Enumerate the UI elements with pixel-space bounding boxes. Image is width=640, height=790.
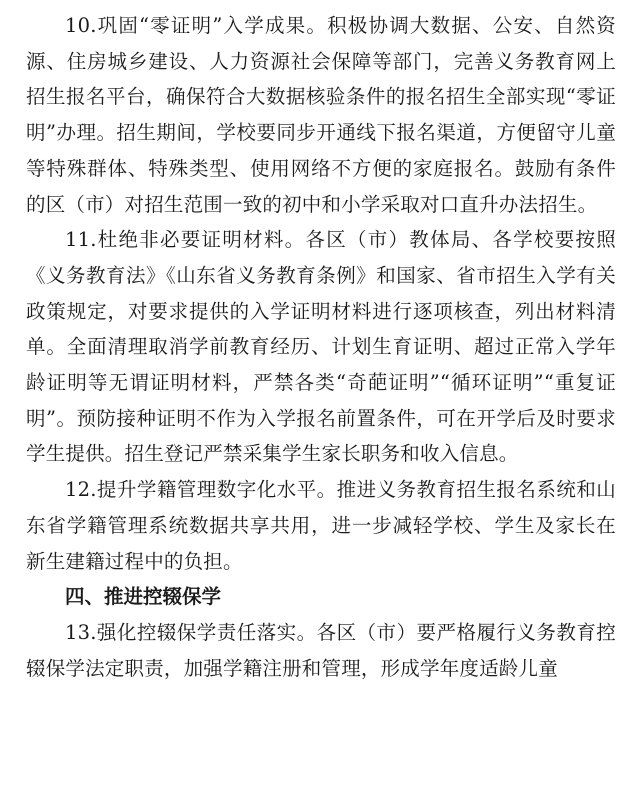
paragraph-12: 12.提升学籍管理数字化水平。推进义务教育招生报名系统和山东省学籍管理系统数据共享共用，进一步减轻学校、学生及家长在新生建籍过程中的负担。 (26, 478, 616, 573)
paragraph-11: 11.杜绝非必要证明材料。各区（市）教体局、各学校要按照《义务教育法》《山东省义务教育条例》和国家、省市招生入学有关政策规定，对要求提供的入学证明材料进行逐项核查，列出材料清单。全面清理取消学前教育经历、计划生育证明、超过正常入学年龄证明等无谓证明材料，严禁各类“奇葩证明”“循环证明”“重复证明”。预防接种证明不作为入学报名前置条件，可在开学后及时要求学生提供。招生登记严禁采集学生家长职务和收入信息。 (26, 228, 616, 466)
paragraph-10: 10.巩固“零证明”入学成果。积极协调大数据、公安、自然资源、住房城乡建设、人力资源社会保障等部门，完善义务教育网上招生报名平台，确保符合大数据核验条件的报名招生全部实现“零证明”办理。招生期间，学校要同步开通线下报名渠道，方便留守儿童等特殊群体、特殊类型、使用网络不方便的家庭报名。鼓励有条件的区（市）对招生范围一致的初中和小学采取对口直升办法招生。 (26, 14, 616, 216)
document-page (26, 8, 616, 686)
paragraph-13: 13.强化控辍保学责任落实。各区（市）要严格履行义务教育控辍保学法定职责，加强学籍注册和管理，形成学年度适龄儿童 (26, 620, 616, 680)
section-heading: 四、推进控辍保学 (65, 585, 222, 609)
